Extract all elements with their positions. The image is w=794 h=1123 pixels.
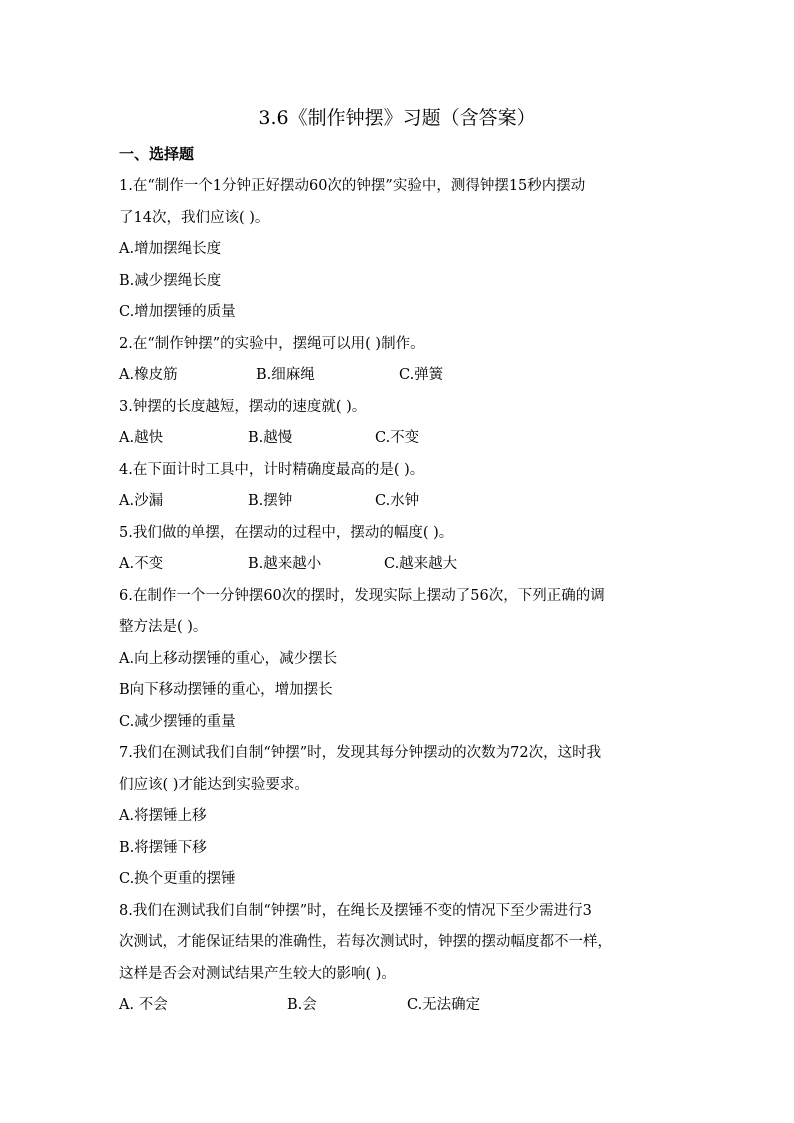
question-8-option-c: C.无法确定 [407, 997, 481, 1013]
question-2-option-c: C.弹簧 [399, 367, 444, 383]
question-8-stem-line-2: 次测试，才能保证结果的准确性，若每次测试时，钟摆的摆动幅度都不一样， [119, 934, 612, 950]
question-7-stem-line-1: 7.我们在测试我们自制“钟摆”时，发现其每分钟摆动的次数为72次，这时我 [119, 745, 602, 761]
question-4-options [119, 486, 679, 518]
question-8-option-b: B.会 [287, 997, 317, 1013]
question-4-option-a: A.沙漏 [119, 493, 164, 509]
question-3-option-a: A.越快 [119, 430, 164, 446]
page-title: 3.6《制作钟摆》习题（含答案） [258, 107, 536, 129]
question-5-option-c: C.越来越大 [384, 556, 458, 572]
question-7-option-b: B.将摆锤下移 [119, 839, 207, 856]
question-7-option-c: C.换个更重的摆锤 [119, 871, 236, 887]
question-6-option-c: C.减少摆锤的重量 [119, 713, 236, 730]
question-6-stem-line-1: 6.在制作一个一分钟摆60次的摆时，发现实际上摆动了56次，下列正确的调 [119, 587, 605, 604]
question-4-option-c: C.水钟 [375, 493, 420, 509]
question-1-option-a: A.增加摆绳长度 [119, 241, 222, 257]
question-1-stem-line-1: 1.在“制作一个1分钟正好摆动60次的钟摆”实验中，测得钟摆15秒内摆动 [119, 178, 586, 194]
question-3-option-c: C.不变 [375, 430, 420, 446]
question-1-option-c: C.增加摆锤的质量 [119, 304, 236, 320]
question-8-options [119, 990, 679, 1022]
question-5-option-a: A.不变 [119, 556, 164, 572]
question-4-stem: 4.在下面计时工具中，计时精确度最高的是( )。 [119, 461, 425, 478]
question-5-stem: 5.我们做的单摆，在摆动的过程中，摆动的幅度( )。 [119, 524, 454, 541]
question-3-option-b: B.越慢 [248, 430, 293, 446]
question-6-option-a: A.向上移动摆锤的重心，减少摆长 [119, 650, 338, 667]
question-6-stem-line-2: 整方法是( )。 [119, 619, 208, 635]
question-3-options [119, 423, 679, 455]
question-3-stem: 3.钟摆的长度越短，摆动的速度就( )。 [119, 398, 367, 415]
section-heading: 一、选择题 [119, 145, 195, 163]
question-7-option-a: A.将摆锤上移 [119, 808, 207, 824]
question-1-stem-line-2: 了14次，我们应该( )。 [119, 209, 270, 226]
question-5-option-b: B.越来越小 [248, 556, 322, 572]
question-list [119, 171, 679, 1022]
question-8-stem-line-1: 8.我们在测试我们自制“钟摆”时，在绳长及摆锤不变的情况下至少需进行3 [119, 902, 592, 919]
question-4-option-b: B.摆钟 [248, 493, 293, 509]
question-2-option-a: A.橡皮筋 [119, 367, 178, 383]
question-2-stem: 2.在“制作钟摆”的实验中，摆绳可以用( )制作。 [119, 335, 425, 352]
question-1-option-b: B.减少摆绳长度 [119, 272, 222, 289]
question-8-option-a: A. 不会 [119, 997, 168, 1013]
question-7-stem-line-2: 们应该( )才能达到实验要求。 [119, 776, 309, 793]
question-2-options [119, 360, 679, 392]
question-2-option-b: B.细麻绳 [256, 367, 315, 383]
question-8-stem-line-3: 这样是否会对测试结果产生较大的影响( )。 [119, 965, 396, 982]
question-5-options [119, 549, 679, 581]
question-6-option-b: B向下移动摆锤的重心，增加摆长 [119, 682, 333, 698]
